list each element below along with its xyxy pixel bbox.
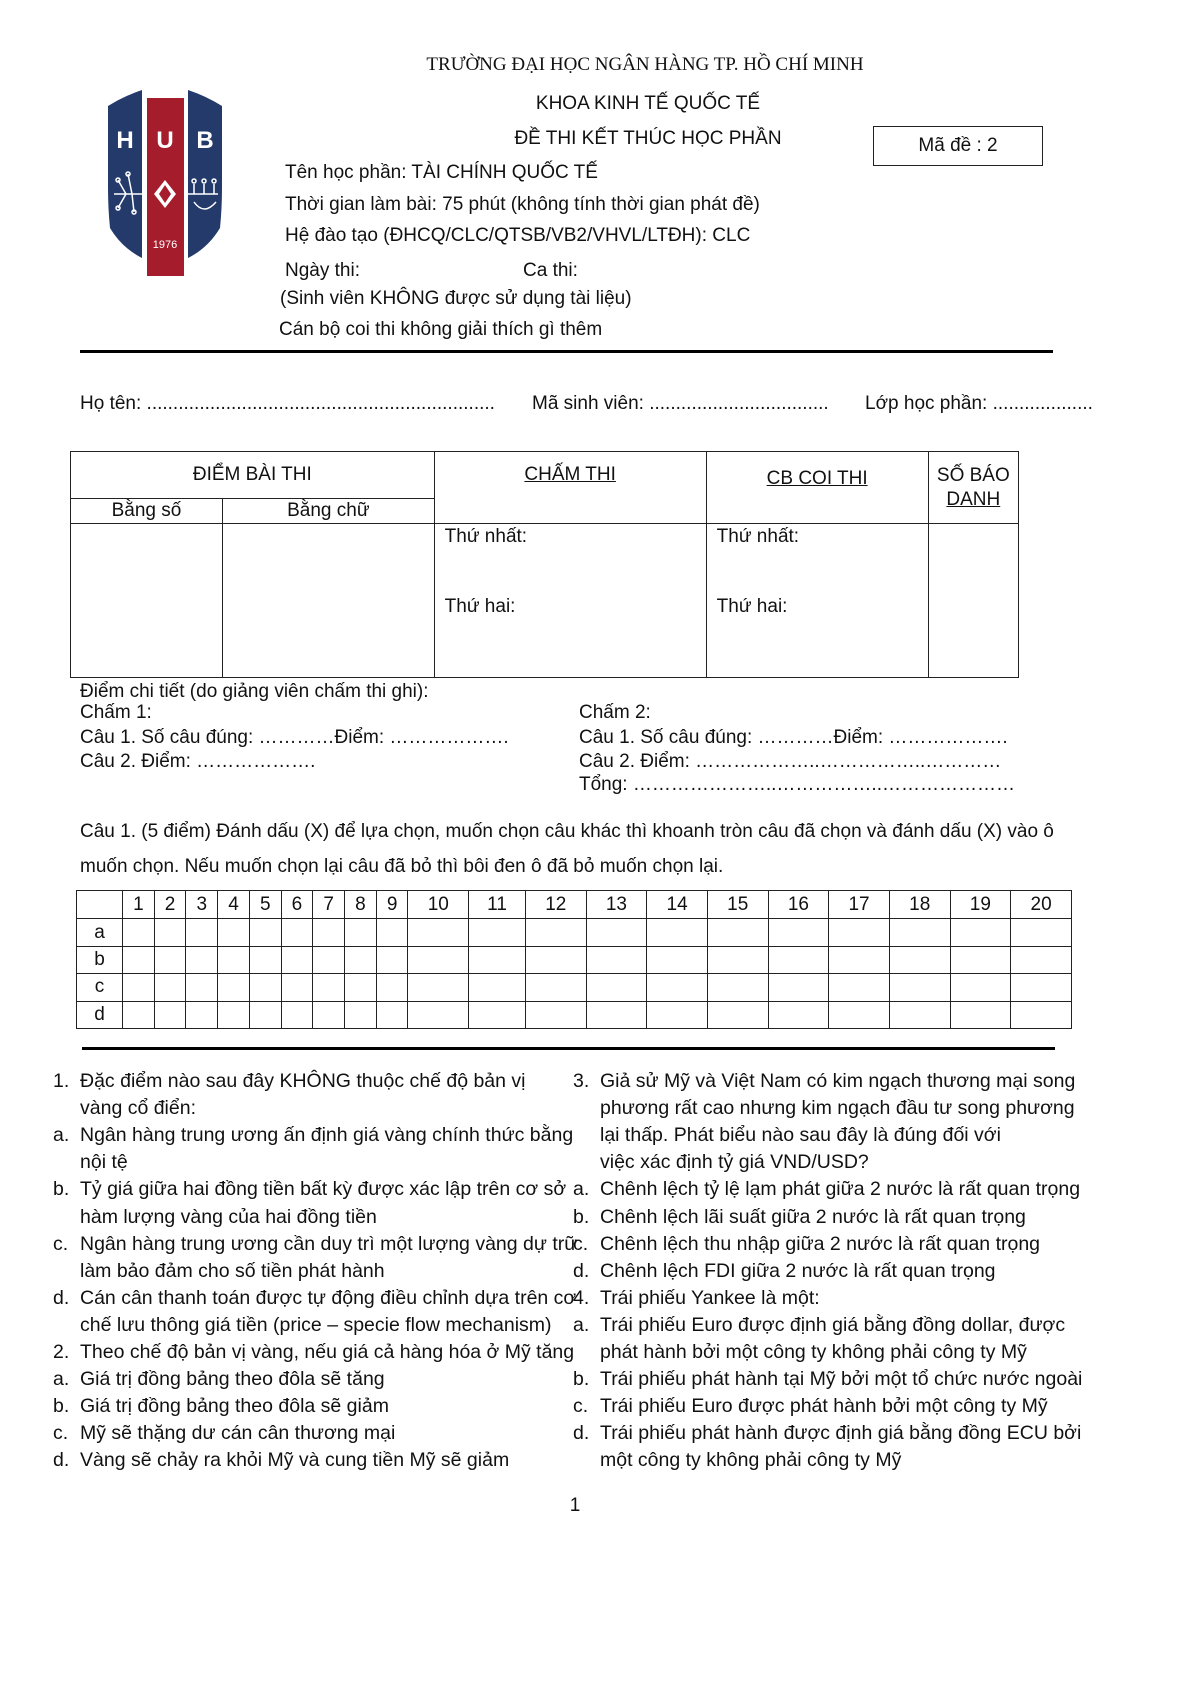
answer-grid bbox=[76, 890, 1072, 1029]
score-number-cell[interactable] bbox=[71, 524, 223, 678]
answer-cell[interactable] bbox=[218, 974, 250, 1001]
answer-cell[interactable] bbox=[1011, 974, 1072, 1001]
grid-column-header: 4 bbox=[218, 891, 250, 919]
question-text: chế lưu thông giá tiền (price – specie flow mechanism) bbox=[80, 1313, 552, 1336]
answer-cell[interactable] bbox=[376, 919, 408, 946]
exam-duration: Thời gian làm bài: 75 phút (không tính thời gian phát đề) bbox=[285, 194, 760, 215]
answer-cell[interactable] bbox=[281, 919, 313, 946]
detail-title: Điểm chi tiết (do giảng viên chấm thi ghi): bbox=[80, 681, 429, 702]
answer-cell[interactable] bbox=[707, 1001, 768, 1028]
answer-cell[interactable] bbox=[1011, 946, 1072, 973]
by-text-header: Bằng chữ bbox=[223, 499, 435, 524]
question-marker: d. bbox=[53, 1286, 70, 1309]
answer-cell[interactable] bbox=[889, 1001, 950, 1028]
sbd-line1: SỐ BÁO bbox=[936, 464, 1010, 486]
university-name: TRƯỜNG ĐẠI HỌC NGÂN HÀNG TP. HỒ CHÍ MINH bbox=[426, 54, 864, 75]
instruction-line1: Câu 1. (5 điểm) Đánh dấu (X) để lựa chọn, muốn chọn câu khác thì khoanh tròn câu đã chọn và đánh dấu (X) vào ô bbox=[80, 821, 1054, 842]
answer-cell[interactable] bbox=[186, 1001, 218, 1028]
answer-cell[interactable] bbox=[525, 974, 586, 1001]
question-text: Trái phiếu Yankee là một: bbox=[600, 1286, 820, 1309]
exam-code-box bbox=[873, 126, 1043, 166]
question-marker: d. bbox=[53, 1449, 70, 1472]
answer-cell[interactable] bbox=[123, 919, 155, 946]
question-marker: c. bbox=[573, 1232, 589, 1255]
answer-cell[interactable] bbox=[281, 974, 313, 1001]
answer-cell[interactable] bbox=[525, 946, 586, 973]
answer-cell[interactable] bbox=[1011, 919, 1072, 946]
answer-cell[interactable] bbox=[768, 974, 829, 1001]
question-text: Chênh lệch thu nhập giữa 2 nước là rất quan trọng bbox=[600, 1232, 1041, 1255]
question-text: Giả sử Mỹ và Việt Nam có kim ngạch thương mại song bbox=[600, 1070, 1076, 1092]
sbd-cell[interactable] bbox=[928, 524, 1018, 678]
answer-cell[interactable] bbox=[123, 946, 155, 973]
grid-column-header: 13 bbox=[586, 891, 647, 919]
answer-cell[interactable] bbox=[950, 974, 1011, 1001]
question-marker: b. bbox=[573, 1368, 590, 1391]
grid-column-header: 15 bbox=[707, 891, 768, 919]
question-marker: 4. bbox=[573, 1286, 590, 1309]
question-text: Tỷ giá giữa hai đồng tiền bất kỳ được xác lập trên cơ sở bbox=[80, 1178, 567, 1201]
class-field[interactable]: Lớp học phần: ................... bbox=[865, 393, 1093, 414]
question-text: phát hành bởi một công ty không phải công ty Mỹ bbox=[600, 1341, 1027, 1363]
grid-column-header: 16 bbox=[768, 891, 829, 919]
answer-cell[interactable] bbox=[707, 919, 768, 946]
answer-cell[interactable] bbox=[218, 946, 250, 973]
answer-cell[interactable] bbox=[345, 1001, 377, 1028]
answer-cell[interactable] bbox=[950, 946, 1011, 973]
question-text: việc xác định tỷ giá VND/USD? bbox=[600, 1151, 869, 1174]
proctor-first: Thứ nhất: bbox=[716, 526, 800, 547]
answer-cell[interactable] bbox=[647, 974, 708, 1001]
svg-text:1976: 1976 bbox=[152, 239, 178, 251]
grid-column-header: 2 bbox=[154, 891, 186, 919]
date-label: Ngày thi: bbox=[285, 260, 360, 281]
proctor-note: Cán bộ coi thi không giải thích gì thêm bbox=[279, 319, 603, 340]
total-score: Tổng: …………………..……………..………………… bbox=[579, 774, 1015, 795]
score-text-cell[interactable] bbox=[223, 524, 435, 678]
answer-cell[interactable] bbox=[829, 946, 890, 973]
question-marker: d. bbox=[573, 1259, 590, 1282]
grader-first: Thứ nhất: bbox=[444, 526, 528, 547]
answer-cell[interactable] bbox=[768, 1001, 829, 1028]
grid-column-header: 6 bbox=[281, 891, 313, 919]
answer-cell[interactable] bbox=[889, 974, 950, 1001]
answer-cell[interactable] bbox=[829, 1001, 890, 1028]
question-marker: a. bbox=[53, 1368, 70, 1391]
question-text: Ngân hàng trung ương ấn định giá vàng chính thức bằng bbox=[80, 1124, 574, 1147]
question-text: một công ty không phải công ty Mỹ bbox=[600, 1449, 902, 1472]
answer-cell[interactable] bbox=[1011, 1001, 1072, 1028]
grid-column-header: 3 bbox=[186, 891, 218, 919]
grid-row-label: d bbox=[77, 1001, 123, 1028]
header-divider bbox=[80, 350, 1053, 353]
answer-cell[interactable] bbox=[586, 919, 647, 946]
student-id-field[interactable]: Mã sinh viên: .................................. bbox=[532, 393, 829, 414]
answer-cell[interactable] bbox=[586, 974, 647, 1001]
answer-cell[interactable] bbox=[281, 1001, 313, 1028]
grid-column-header: 17 bbox=[829, 891, 890, 919]
question-marker: a. bbox=[53, 1124, 70, 1147]
answer-cell[interactable] bbox=[707, 974, 768, 1001]
grid-row-label: c bbox=[77, 974, 123, 1001]
grid-row-label: a bbox=[77, 919, 123, 946]
instruction-line2: muốn chọn. Nếu muốn chọn lại câu đã bỏ thì bôi đen ô đã bỏ muốn chọn lại. bbox=[80, 856, 724, 877]
grid-column-header: 8 bbox=[345, 891, 377, 919]
grid-column-header: 5 bbox=[249, 891, 281, 919]
grader-second: Thứ hai: bbox=[444, 596, 516, 617]
sbd-line2: DANH bbox=[946, 488, 1001, 510]
question-text: Theo chế độ bản vị vàng, nếu giá cả hàng hóa ở Mỹ tăng bbox=[80, 1341, 575, 1363]
question-marker: b. bbox=[53, 1178, 70, 1201]
question-text: Giá trị đồng bảng theo đôla sẽ giảm bbox=[80, 1395, 389, 1418]
answer-cell[interactable] bbox=[647, 919, 708, 946]
answer-cell[interactable] bbox=[829, 919, 890, 946]
question-text: Vàng sẽ chảy ra khỏi Mỹ và cung tiền Mỹ sẽ giảm bbox=[80, 1449, 510, 1472]
grader1-q1: Câu 1. Số câu đúng: …………Điểm: ………………. bbox=[80, 727, 509, 748]
program: Hệ đào tạo (ĐHCQ/CLC/QTSB/VB2/VHVL/LTĐH): CLC bbox=[285, 225, 751, 246]
grid-row-label: b bbox=[77, 946, 123, 973]
question-marker: b. bbox=[573, 1205, 590, 1228]
answer-cell[interactable] bbox=[313, 1001, 345, 1028]
question-text: Mỹ sẽ thặng dư cán cân thương mại bbox=[80, 1422, 396, 1445]
answer-cell[interactable] bbox=[469, 946, 526, 973]
question-marker: c. bbox=[573, 1395, 589, 1418]
answer-cell[interactable] bbox=[950, 1001, 1011, 1028]
answer-cell[interactable] bbox=[313, 974, 345, 1001]
grid-column-header: 12 bbox=[525, 891, 586, 919]
answer-cell[interactable] bbox=[950, 919, 1011, 946]
answer-cell[interactable] bbox=[586, 946, 647, 973]
answer-cell[interactable] bbox=[249, 1001, 281, 1028]
course-name: Tên học phần: TÀI CHÍNH QUỐC TẾ bbox=[285, 162, 598, 183]
grader2-q1: Câu 1. Số câu đúng: …………Điểm: ………………. bbox=[579, 727, 1008, 748]
answer-cell[interactable] bbox=[186, 974, 218, 1001]
answer-cell[interactable] bbox=[469, 1001, 526, 1028]
answer-cell[interactable] bbox=[345, 946, 377, 973]
answer-cell[interactable] bbox=[647, 946, 708, 973]
answer-cell[interactable] bbox=[123, 974, 155, 1001]
answer-cell[interactable] bbox=[707, 946, 768, 973]
svg-text:B: B bbox=[196, 127, 214, 154]
question-text: vàng cổ điển: bbox=[80, 1097, 197, 1120]
question-text: làm bảo đảm cho số tiền phát hành bbox=[80, 1259, 385, 1282]
question-text: lại thấp. Phát biểu nào sau đây là đúng đối với bbox=[600, 1124, 1001, 1147]
answer-cell[interactable] bbox=[218, 919, 250, 946]
score-header: ĐIỂM BÀI THI bbox=[71, 452, 435, 499]
question-marker: 2. bbox=[53, 1341, 70, 1363]
answer-cell[interactable] bbox=[249, 974, 281, 1001]
question-marker: a. bbox=[573, 1313, 590, 1336]
question-text: phương rất cao nhưng kim ngạch đầu tư song phương bbox=[600, 1097, 1075, 1120]
answer-cell[interactable] bbox=[313, 919, 345, 946]
by-number-header: Bằng số bbox=[71, 499, 223, 524]
svg-text:U: U bbox=[156, 127, 174, 154]
answer-cell[interactable] bbox=[408, 974, 469, 1001]
question-text: Trái phiếu Euro được định giá bằng đồng dollar, được bbox=[600, 1313, 1066, 1336]
question-text: Trái phiếu phát hành được định giá bằng đồng ECU bởi bbox=[600, 1422, 1082, 1445]
answer-cell[interactable] bbox=[123, 1001, 155, 1028]
answer-cell[interactable] bbox=[586, 1001, 647, 1028]
answer-cell[interactable] bbox=[768, 919, 829, 946]
grading-header: CHẤM THI bbox=[524, 464, 616, 485]
answer-cell[interactable] bbox=[154, 919, 186, 946]
page-number: 1 bbox=[569, 1495, 581, 1516]
answer-cell[interactable] bbox=[154, 946, 186, 973]
proctor-header: CB COI THI bbox=[766, 468, 868, 489]
grid-corner bbox=[77, 891, 123, 919]
question-marker: b. bbox=[53, 1395, 70, 1418]
question-text: Ngân hàng trung ương cần duy trì một lượng vàng dự trữ bbox=[80, 1232, 578, 1255]
answer-cell[interactable] bbox=[469, 919, 526, 946]
question-text: Trái phiếu Euro được phát hành bởi một công ty Mỹ bbox=[600, 1395, 1048, 1418]
question-marker: 1. bbox=[53, 1070, 70, 1092]
grid-column-header: 14 bbox=[647, 891, 708, 919]
answer-cell[interactable] bbox=[829, 974, 890, 1001]
answer-cell[interactable] bbox=[647, 1001, 708, 1028]
question-marker: c. bbox=[53, 1232, 69, 1255]
answer-cell[interactable] bbox=[408, 919, 469, 946]
answer-cell[interactable] bbox=[186, 919, 218, 946]
question-marker: c. bbox=[53, 1422, 69, 1445]
hub-logo bbox=[104, 88, 226, 278]
question-text: Cán cân thanh toán được tự động điều chỉnh dựa trên cơ bbox=[80, 1286, 577, 1309]
section-divider bbox=[82, 1047, 1055, 1050]
answer-cell[interactable] bbox=[408, 946, 469, 973]
question-text: Trái phiếu phát hành tại Mỹ bởi một tổ chức nước ngoài bbox=[600, 1368, 1083, 1391]
exam-code: Mã đề : 2 bbox=[918, 135, 998, 156]
grid-column-header: 1 bbox=[123, 891, 155, 919]
answer-cell[interactable] bbox=[345, 919, 377, 946]
grader1-label: Chấm 1: bbox=[80, 702, 152, 723]
grader1-q2: Câu 2. Điểm: ………………. bbox=[80, 751, 316, 772]
grid-column-header: 18 bbox=[889, 891, 950, 919]
question-text: Giá trị đồng bảng theo đôla sẽ tăng bbox=[80, 1368, 385, 1391]
grid-column-header: 10 bbox=[408, 891, 469, 919]
materials-note: (Sinh viên KHÔNG được sử dụng tài liệu) bbox=[280, 288, 632, 309]
grid-column-header: 7 bbox=[313, 891, 345, 919]
exam-title: ĐỀ THI KẾT THÚC HỌC PHẦN bbox=[514, 128, 782, 149]
answer-cell[interactable] bbox=[889, 946, 950, 973]
score-table bbox=[70, 451, 1019, 678]
question-marker: d. bbox=[573, 1422, 590, 1445]
question-marker: 3. bbox=[573, 1070, 590, 1092]
svg-text:H: H bbox=[116, 127, 134, 154]
answer-cell[interactable] bbox=[218, 1001, 250, 1028]
question-text: Chênh lệch lãi suất giữa 2 nước là rất quan trọng bbox=[600, 1205, 1026, 1228]
answer-cell[interactable] bbox=[376, 1001, 408, 1028]
answer-cell[interactable] bbox=[525, 919, 586, 946]
grid-column-header: 19 bbox=[950, 891, 1011, 919]
answer-cell[interactable] bbox=[345, 974, 377, 1001]
answer-cell[interactable] bbox=[186, 946, 218, 973]
answer-cell[interactable] bbox=[281, 946, 313, 973]
answer-cell[interactable] bbox=[768, 946, 829, 973]
answer-cell[interactable] bbox=[249, 946, 281, 973]
faculty-name: KHOA KINH TẾ QUỐC TẾ bbox=[535, 93, 761, 114]
answer-cell[interactable] bbox=[313, 946, 345, 973]
answer-cell[interactable] bbox=[408, 1001, 469, 1028]
question-marker: a. bbox=[573, 1178, 590, 1201]
grid-column-header: 9 bbox=[376, 891, 408, 919]
grader2-q2: Câu 2. Điểm: ………………..……………..………… bbox=[579, 751, 1002, 772]
question-text: hàm lượng vàng của hai đồng tiền bbox=[80, 1205, 377, 1228]
question-text: Đặc điểm nào sau đây KHÔNG thuộc chế độ bản vị bbox=[80, 1070, 526, 1092]
question-text: nội tệ bbox=[80, 1151, 128, 1174]
answer-cell[interactable] bbox=[376, 946, 408, 973]
answer-cell[interactable] bbox=[154, 1001, 186, 1028]
student-name-field[interactable]: Họ tên: .................................................................. bbox=[80, 393, 495, 414]
grid-column-header: 20 bbox=[1011, 891, 1072, 919]
grader2-label: Chấm 2: bbox=[579, 702, 651, 723]
answer-cell[interactable] bbox=[469, 974, 526, 1001]
answer-cell[interactable] bbox=[249, 919, 281, 946]
answer-cell[interactable] bbox=[525, 1001, 586, 1028]
answer-cell[interactable] bbox=[889, 919, 950, 946]
question-text: Chênh lệch tỷ lệ lạm phát giữa 2 nước là rất quan trọng bbox=[600, 1178, 1081, 1201]
answer-cell[interactable] bbox=[154, 974, 186, 1001]
question-text: Chênh lệch FDI giữa 2 nước là rất quan trọng bbox=[600, 1259, 996, 1282]
grid-column-header: 11 bbox=[469, 891, 526, 919]
proctor-second: Thứ hai: bbox=[716, 596, 788, 617]
answer-cell[interactable] bbox=[376, 974, 408, 1001]
shift-label: Ca thi: bbox=[523, 260, 578, 281]
